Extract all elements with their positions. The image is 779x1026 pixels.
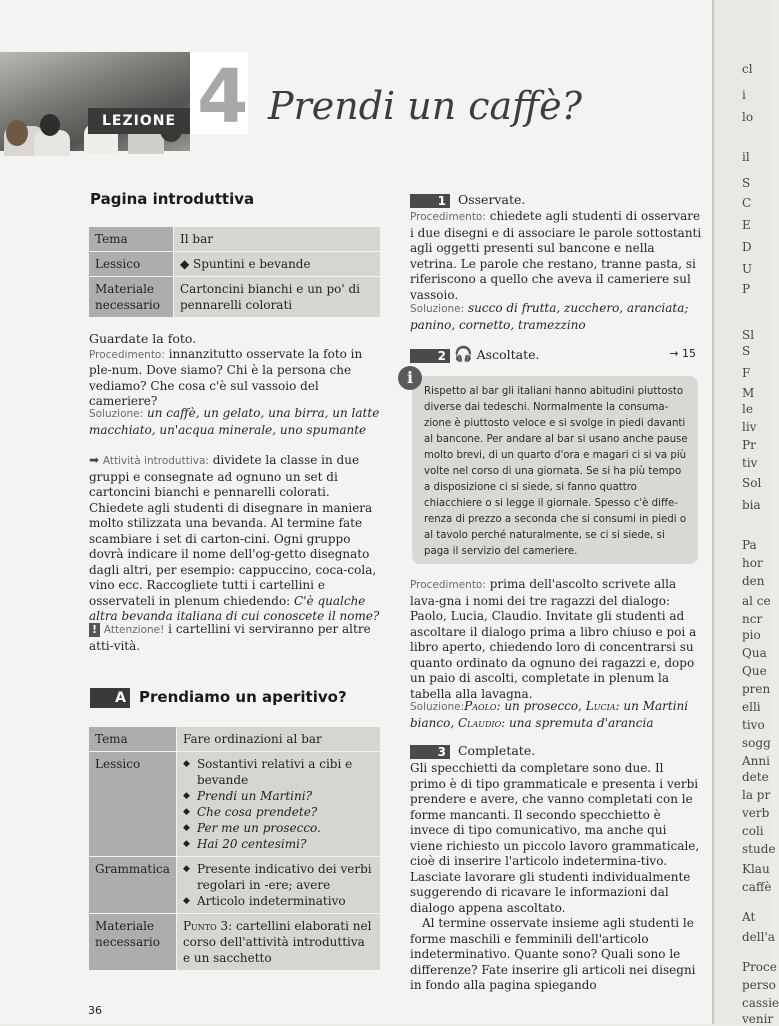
- next-page-text: hor: [742, 556, 763, 570]
- next-page-text: caffè: [742, 880, 772, 894]
- exercise-3-heading: [410, 743, 535, 759]
- list-item: ◆ Hai 20 centesimi?: [183, 836, 374, 852]
- next-page-text: dell'a: [742, 930, 775, 944]
- next-page-text: le: [742, 402, 753, 416]
- next-page-text: i: [742, 88, 746, 102]
- exercise-1-procedure: [410, 209, 702, 303]
- next-page-text: cassie: [742, 996, 779, 1010]
- table-value: Il bar: [174, 227, 381, 252]
- table-label: Tema: [89, 727, 177, 752]
- next-page-text: cl: [742, 62, 753, 76]
- exercise-1-solution: [410, 301, 702, 333]
- attivita-block: [89, 453, 383, 625]
- materiale-text: cartellini elaborati nel corso dell'attività introduttiva e un sacchetto: [182, 919, 372, 965]
- intro-table: [88, 226, 381, 318]
- exercise-2-procedure: [410, 577, 702, 702]
- list-item: ◆ Prendi un Martini?: [183, 788, 374, 804]
- table-value: Fare ordinazioni al bar: [176, 727, 380, 752]
- list-item: ◆ Che cosa prendete?: [183, 804, 374, 820]
- next-page-text: S: [742, 344, 751, 358]
- exercise-number: 2: [410, 349, 450, 363]
- next-page-text: verb: [742, 806, 770, 820]
- procedure-label: Procedimento:: [410, 579, 486, 591]
- next-page-text: sogg: [742, 736, 771, 750]
- arrow-icon: ➡: [89, 453, 100, 467]
- next-page-text: pren: [742, 682, 771, 696]
- table-row: [89, 752, 381, 857]
- section-a-title: Prendiamo un aperitivo?: [139, 688, 347, 706]
- paragraph: Gli specchietti da completare sono due. Il primo è di tipo grammaticale e presenta i verbi prendere e avere, che vanno completati con le forme mancanti. Il secondo specchietto è invece di tipo comunicativo, ma anche qui viene richiesto un piccolo lavoro grammaticale, cioè di inserire l'articolo indetermina-tivo. Lasciate lavorare gli studenti individualmente suggerendo di ricavare le informazioni dal dialogo appena ascoltato.: [410, 761, 700, 915]
- section-a-table: [88, 726, 381, 971]
- solution-text: succo di frutta, zucchero, aranciata; panino, cornetto, tramezzino: [410, 301, 689, 332]
- next-page-text: bia: [742, 498, 761, 512]
- guardate-block: [89, 331, 383, 410]
- next-page-text: F: [742, 366, 751, 380]
- table-row: [89, 857, 381, 914]
- next-page-text: tivo: [742, 718, 765, 732]
- table-value: [176, 752, 380, 857]
- exercise-title: Osservate.: [457, 192, 526, 207]
- next-page-text: al ce: [742, 594, 771, 608]
- next-page-text: Sl: [742, 328, 755, 342]
- next-page-text: tiv: [742, 456, 758, 470]
- exercise-1-heading: [410, 192, 525, 208]
- list-item: ◆ Articolo indeterminativo: [183, 893, 374, 909]
- table-value: [176, 914, 380, 971]
- next-page-text: Sol: [742, 476, 762, 490]
- paragraph: Al termine osservate insieme agli studenti le forme maschili e femminili dell'articolo indeterminativo. Quante sono? Quali sono le differenze? Fate inserire gli articoli nei disegni in fondo alla pagina spiegando: [410, 916, 696, 992]
- guardate-procedure: [89, 347, 383, 410]
- next-page-text: stude: [742, 842, 776, 856]
- solution-text: un caffè, un gelato, una birra, un latte macchiato, un'acqua minerale, uno spumante: [89, 406, 380, 437]
- cafe-photo: [0, 52, 190, 151]
- next-page-text: U: [742, 262, 753, 276]
- speaker-name: Paolo:: [464, 699, 501, 713]
- exercise-title: Ascoltate.: [476, 347, 540, 362]
- next-page-text: C: [742, 196, 752, 210]
- materiale-point: Punto 3:: [182, 919, 233, 933]
- table-label: Materiale necessario: [89, 277, 174, 318]
- exercise-number: 1: [410, 194, 450, 208]
- track-number: → 15: [669, 347, 696, 360]
- table-row: [89, 277, 381, 318]
- table-row: [89, 252, 381, 277]
- exercise-title: Completate.: [457, 743, 536, 758]
- activity-question: C'è qualche altra bevanda italiana di cui conoscete il nome?: [89, 593, 380, 623]
- solution-label: Soluzione:: [410, 303, 465, 315]
- next-page-text: S: [742, 176, 751, 190]
- next-page-text: Qua: [742, 646, 767, 660]
- next-page-text: D: [742, 240, 752, 254]
- page-number: 36: [88, 1004, 102, 1017]
- next-page-text: P: [742, 282, 751, 296]
- solution-label: Soluzione:: [410, 701, 465, 713]
- lesson-number: 4: [197, 54, 249, 140]
- speaker-order: un Martini bianco,: [410, 699, 689, 730]
- next-page-text: il: [742, 150, 750, 164]
- solution-label: Soluzione:: [89, 408, 144, 420]
- next-page-text: Pr: [742, 438, 756, 452]
- next-page-text: la pr: [742, 788, 771, 802]
- guardate-heading: Guardate la foto.: [89, 331, 197, 346]
- next-page-text: den: [742, 574, 765, 588]
- warning-icon: !: [89, 623, 100, 637]
- intro-title: Pagina introduttiva: [90, 190, 255, 208]
- table-label: Lessico: [89, 252, 174, 277]
- info-text: Rispetto al bar gli italiani hanno abitudini piuttosto diverse dai tedeschi. Normalmente la consuma-zione è piuttosto veloce e si svolge in piedi davanti al bancone. Per andare al bar si usano anche pause molto brevi, di un quarto d'ora e magari ci si va più volte nel corso di una giornata. Se si ha più tempo a disposizione ci si siede, si fanno quattro chiacchiere o si legge il giornale. Spesso c'è diffe-renza di prezzo a seconda che si consumi in piedi o al tavolo perché naturalmente, se ci si siede, si paga il servizio del cameriere.: [424, 386, 688, 557]
- table-label: Tema: [89, 227, 174, 252]
- next-page-text: liv: [742, 420, 757, 434]
- next-page-text: lo: [742, 110, 754, 124]
- list-item: ◆ Sostantivi relativi a cibi e bevande: [183, 756, 374, 788]
- next-page-text: Klau: [742, 862, 770, 876]
- table-label: Lessico: [89, 752, 177, 857]
- list-item: ◆ Presente indicativo dei verbi regolari in -ere; avere: [183, 861, 374, 893]
- procedure-label: Procedimento:: [89, 348, 165, 361]
- section-a-tag: A: [90, 688, 130, 708]
- info-icon: i: [398, 366, 422, 390]
- next-page-text: Proce: [742, 960, 777, 974]
- next-page-text: coli: [742, 824, 764, 838]
- next-page-text: venir: [742, 1012, 774, 1026]
- lesson-label: LEZIONE: [88, 108, 190, 134]
- next-page-text: Que: [742, 664, 767, 678]
- procedure-text: prima dell'ascolto scrivete alla lava-gna i nomi dei tre ragazzi del dialogo: Paolo, Lucia, Claudio. Invitate gli studenti ad ascoltare il dialogo prima a libro chiuso e poi a libro aperto, chiedendo loro di concentrarsi su quanto ordinato da ognuno dei ragazzi e, dopo un paio di ascolti, completate in plenum la tabella alla lavagna.: [410, 577, 697, 701]
- attention-block: [89, 622, 383, 654]
- speaker-order: una spremuta d'arancia: [505, 715, 654, 730]
- next-page-text: Pa: [742, 538, 757, 552]
- table-row: [89, 227, 381, 252]
- speaker-name: Lucia:: [585, 699, 620, 713]
- table-row: [89, 727, 381, 752]
- next-page-edge: [712, 0, 779, 1026]
- next-page-text: At: [742, 910, 756, 924]
- next-page-text: perso: [742, 978, 776, 992]
- next-page-text: ncr: [742, 612, 763, 626]
- headphones-icon: 🎧: [453, 345, 473, 363]
- next-page-text: dete: [742, 770, 769, 784]
- next-page-text: Anni: [742, 754, 770, 768]
- speaker-name: Claudio:: [457, 715, 506, 730]
- lesson-title: Prendi un caffè?: [268, 84, 583, 128]
- list-item: ◆ Per me un prosecco.: [183, 820, 374, 836]
- exercise-number: 3: [410, 745, 450, 759]
- intro-solution: [89, 406, 383, 438]
- attention-text: i cartellini vi serviranno per altre atti-vità.: [89, 622, 371, 653]
- table-value: Cartoncini bianchi e un po' di pennarelli colorati: [174, 277, 381, 318]
- table-value: [176, 857, 380, 914]
- table-value: ◆ Spuntini e bevande: [174, 252, 381, 277]
- exercise-3-body: [410, 761, 702, 994]
- next-page-text: pio: [742, 628, 761, 642]
- exercise-2-solution: [410, 699, 702, 731]
- attention-label: Attenzione!: [103, 624, 165, 636]
- next-page-text: M: [742, 386, 755, 400]
- table-row: [89, 914, 381, 971]
- next-page-text: elli: [742, 700, 761, 714]
- table-label: Grammatica: [89, 857, 177, 914]
- activity-label: Attività introduttiva:: [102, 455, 209, 467]
- table-label: Materiale necessario: [89, 914, 177, 971]
- next-page-text: E: [742, 218, 751, 232]
- procedure-label: Procedimento:: [410, 211, 486, 223]
- activity-text: dividete la classe in due gruppi e consegnate ad ognuno un set di cartoncini bianchi e pennarelli colorati. Chiedete agli studenti di disegnare in maniera molto stilizzata una bevanda. Al termine fate scambiare i set di carton-cini. Ogni gruppo dovrà indicare il nome dell'og-getto disegnato dagli altri, per esempio: cappuccino, coca-cola, vino ecc. Raccogliete tutti i cartellini e osservateli in plenum chiedendo:: [89, 453, 377, 608]
- speaker-order: un prosecco,: [500, 699, 586, 713]
- procedure-text: chiedete agli studenti di osservare i due disegni e di associare le parole sottostanti agli oggetti presenti sul bancone e nella vetrina. Le parole che restano, tranne pasta, si riferiscono a quello che aveva il cameriere sul vassoio.: [410, 209, 702, 302]
- procedure-text: innanzitutto osservate la foto in ple-num. Dove siamo? Chi è la persona che vediamo? Che cosa c'è sul vassoio del cameriere?: [89, 346, 363, 408]
- exercise-2-heading: [410, 345, 702, 363]
